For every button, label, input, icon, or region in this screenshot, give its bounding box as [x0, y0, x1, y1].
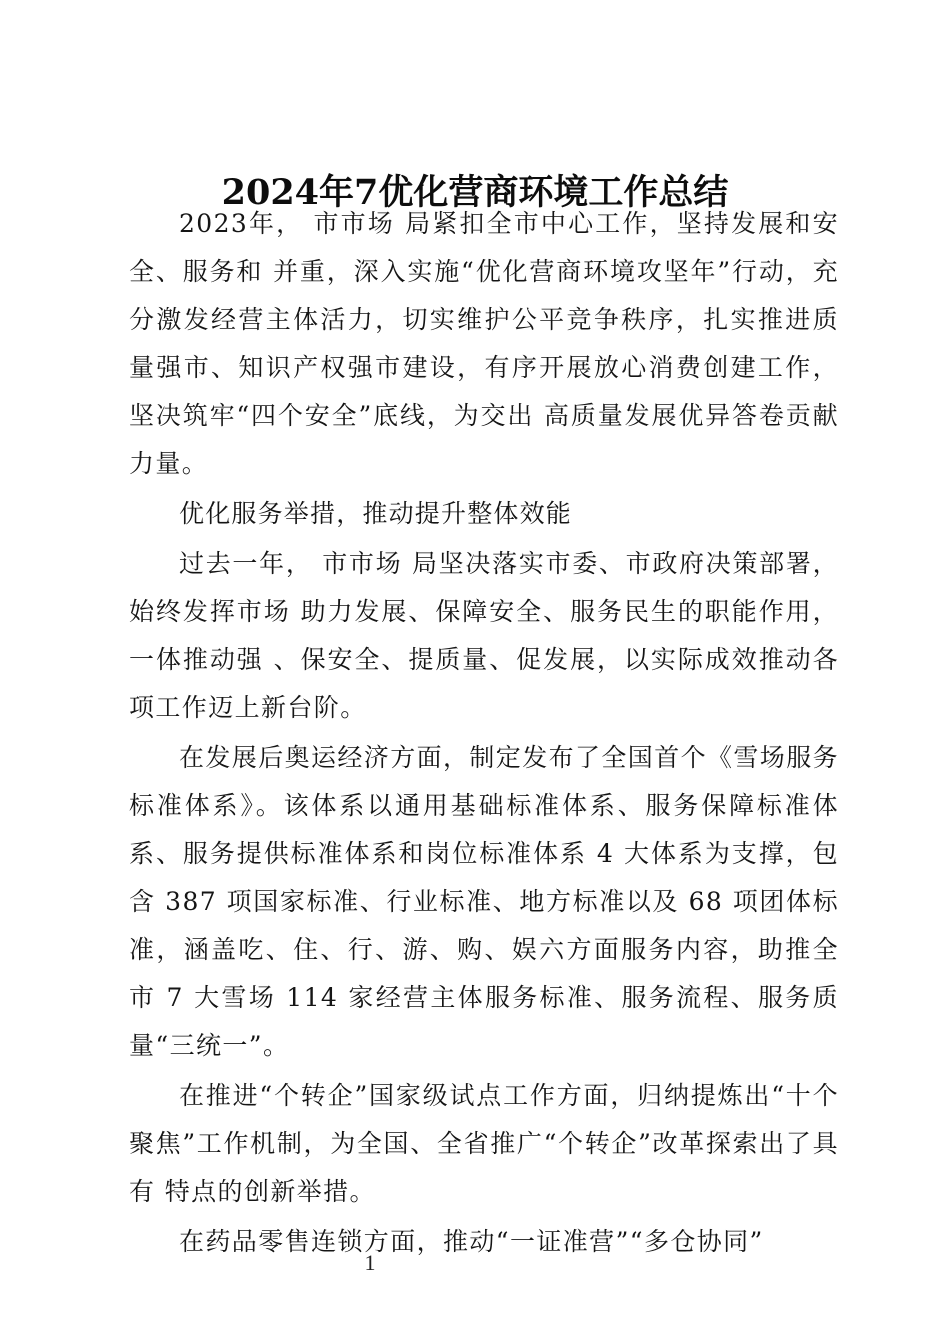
document-title: 2024年7优化营商环境工作总结 — [221, 172, 729, 214]
paragraph-pharmacy-chain: 在药品零售连锁方面，推动“一证准营”“多仓协同” — [179, 1227, 764, 1256]
document-body — [129, 200, 839, 1266]
page-number: 1 — [364, 1250, 376, 1275]
section-heading: 优化服务举措，推动提升整体效能 — [179, 499, 573, 528]
paragraph-intro: 2023年， 市市场 局紧扣全市中心工作，坚持发展和安全、服务和 并重，深入实施“优化营商环境攻坚年”行动，充分激发经营主体活力，切实维护公平竞争秩序，扎实推进质量强市、知识产权强市建设，有序开展放心消费创建工作，坚决筑牢“四个安全”底线，为交出 高质量发展优异答卷贡献力量。 — [129, 209, 839, 478]
paragraph-olympic-economy: 在发展后奥运经济方面，制定发布了全国首个《雪场服务标准体系》。该体系以通用基础标准体系、服务保障标准体系、服务提供标准体系和岗位标准体系 4 大体系为支撑，包含 387 项国家标准、行业标准、地方标准以及 68 项团体标准，涵盖吃、住、行、游、购、娱六方面服务内容，助推全市 7 大雪场 114 家经营主体服务标准、服务流程、服务质量“三统一”。 — [129, 743, 840, 1060]
paragraph-individual-to-enterprise: 在推进“个转企”国家级试点工作方面，归纳提炼出“十个聚焦”工作机制，为全国、全省推广“个转企”改革探索出了具有 特点的创新举措。 — [129, 1081, 839, 1206]
paragraph-past-year: 过去一年， 市市场 局坚决落实市委、市政府决策部署，始终发挥市场 助力发展、保障安全、服务民生的职能作用，一体推动强 、保安全、提质量、促发展，以实际成效推动各项工作迈上新台阶。 — [129, 549, 839, 722]
